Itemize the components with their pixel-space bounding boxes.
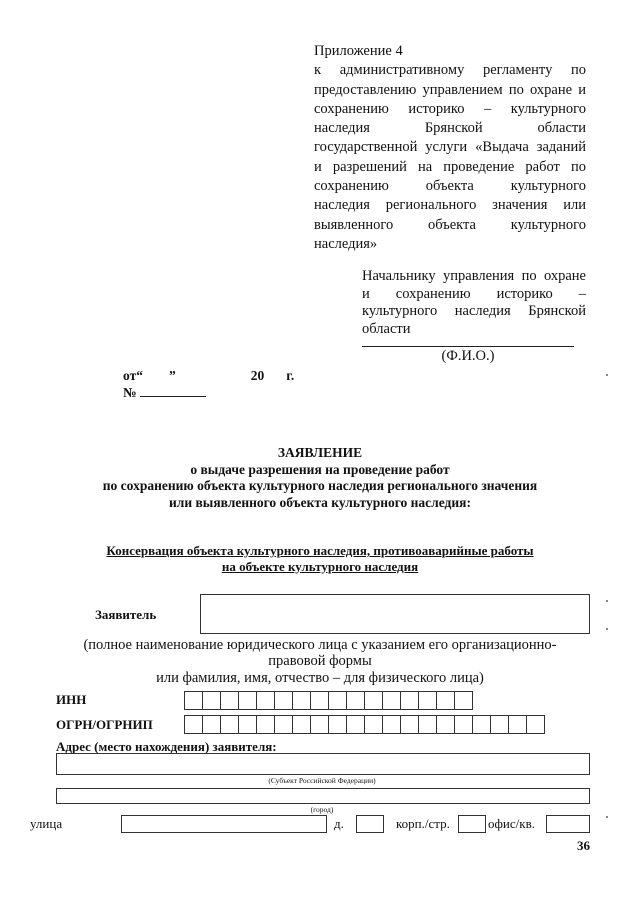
ogrn-cell[interactable] [382, 715, 401, 734]
ogrn-cell[interactable] [310, 715, 329, 734]
ogrn-cell[interactable] [508, 715, 527, 734]
ogrn-label: ОГРН/ОГРНИП [56, 717, 153, 732]
appendix-line: сохранению историко – культурного [314, 100, 586, 117]
inn-cell[interactable] [292, 691, 311, 710]
addressee-block [362, 268, 586, 338]
city-field[interactable] [56, 788, 590, 804]
applicant-note-line: правовой формы [268, 653, 372, 670]
inn-cell[interactable] [400, 691, 419, 710]
ogrn-cell[interactable] [346, 715, 365, 734]
inn-label: ИНН [56, 692, 87, 707]
inn-cell[interactable] [418, 691, 437, 710]
inn-cell[interactable] [364, 691, 383, 710]
applicant-name-field[interactable] [200, 594, 590, 634]
work-type-block [60, 543, 580, 574]
subject-field[interactable] [56, 753, 590, 775]
date-year: 20 [250, 368, 265, 383]
statement-subtitle-line: о выдаче разрешения на проведение работ [190, 461, 450, 477]
appendix-line: наследия регионального значения или [314, 197, 586, 214]
scan-mark [606, 816, 608, 818]
ogrn-cell[interactable] [328, 715, 347, 734]
subject-caption: (Субъект Российской Федерации) [268, 776, 376, 785]
appendix-line: выявленного объекта культурного [314, 216, 586, 233]
ogrn-cells[interactable] [184, 715, 544, 734]
building-field[interactable] [458, 815, 486, 833]
date-line [123, 368, 294, 384]
statement-subtitle-line: по сохранению объекта культурного наследия регионального значения [102, 478, 538, 494]
scan-mark [606, 600, 608, 602]
inn-cell[interactable] [202, 691, 221, 710]
applicant-note-line: или фамилия, имя, отчество – для физического лица) [156, 669, 484, 686]
inn-cell[interactable] [382, 691, 401, 710]
date-close-quote: ” [168, 368, 176, 383]
appendix-line: государственной услуги «Выдача заданий [314, 139, 586, 156]
work-type-line: на объекте культурного наследия [221, 558, 419, 574]
scan-mark [606, 628, 608, 630]
inn-cells[interactable] [184, 691, 472, 710]
scan-mark [606, 374, 608, 376]
appendix-block [314, 42, 586, 254]
inn-cell[interactable] [184, 691, 203, 710]
statement-heading: ЗАЯВЛЕНИЕ [277, 445, 363, 460]
applicant-label: Заявитель [95, 607, 157, 622]
ogrn-cell[interactable] [274, 715, 293, 734]
page-number: 36 [577, 838, 590, 853]
addressee-last-line: области [362, 320, 411, 337]
appendix-line: предоставлению управлением по охране и [314, 81, 586, 98]
applicant-note-line: (полное наименование юридического лица с указанием его организационно- [83, 637, 557, 653]
ogrn-cell[interactable] [256, 715, 275, 734]
appendix-line: и разрешений на проведение работ по [314, 158, 586, 175]
house-label: д. [334, 816, 344, 831]
fio-signature-line[interactable] [362, 346, 574, 347]
work-type-line: Консервация объекта культурного наследия, противоаварийные работы [106, 543, 534, 558]
appendix-last-line: наследия» [314, 235, 378, 252]
statement-title-block [40, 445, 600, 511]
city-caption: (город) [310, 805, 334, 814]
appendix-heading: Приложение 4 [314, 43, 403, 59]
fio-label: (Ф.И.О.) [441, 348, 495, 364]
inn-cell[interactable] [310, 691, 329, 710]
number-line [123, 384, 206, 401]
inn-cell[interactable] [274, 691, 293, 710]
ogrn-cell[interactable] [454, 715, 473, 734]
appendix-line: наследия Брянской области [314, 120, 586, 137]
street-label: улица [30, 816, 63, 831]
office-field[interactable] [546, 815, 590, 833]
ogrn-cell[interactable] [400, 715, 419, 734]
ogrn-cell[interactable] [184, 715, 203, 734]
ogrn-cell[interactable] [436, 715, 455, 734]
ogrn-cell[interactable] [292, 715, 311, 734]
ogrn-cell[interactable] [364, 715, 383, 734]
date-year-suffix: г. [286, 368, 295, 383]
inn-cell[interactable] [328, 691, 347, 710]
statement-subtitle-line: или выявленного объекта культурного наследия: [169, 494, 471, 510]
appendix-line: к административному регламенту по [314, 62, 586, 79]
inn-cell[interactable] [436, 691, 455, 710]
inn-cell[interactable] [220, 691, 239, 710]
street-field[interactable] [121, 815, 327, 833]
date-prefix: от“ [123, 368, 143, 383]
addressee-line: и сохранению историко – [362, 285, 586, 302]
office-label: офис/кв. [488, 816, 535, 831]
inn-cell[interactable] [238, 691, 257, 710]
ogrn-cell[interactable] [202, 715, 221, 734]
ogrn-cell[interactable] [490, 715, 509, 734]
addressee-line: Начальнику управления по охране [362, 268, 586, 284]
ogrn-cell[interactable] [238, 715, 257, 734]
number-blank[interactable] [140, 384, 206, 397]
house-field[interactable] [356, 815, 384, 833]
address-label: Адрес (место нахождения) заявителя: [56, 739, 277, 754]
addressee-line: культурного наследия Брянской [362, 303, 586, 319]
appendix-line: сохранению объекта культурного [314, 178, 586, 195]
ogrn-cell[interactable] [472, 715, 491, 734]
ogrn-cell[interactable] [418, 715, 437, 734]
inn-cell[interactable] [256, 691, 275, 710]
ogrn-cell[interactable] [526, 715, 545, 734]
applicant-note [40, 637, 600, 686]
building-label: корп./стр. [396, 816, 450, 831]
inn-cell[interactable] [454, 691, 473, 710]
ogrn-cell[interactable] [220, 715, 239, 734]
inn-cell[interactable] [346, 691, 365, 710]
number-label: № [123, 385, 137, 400]
